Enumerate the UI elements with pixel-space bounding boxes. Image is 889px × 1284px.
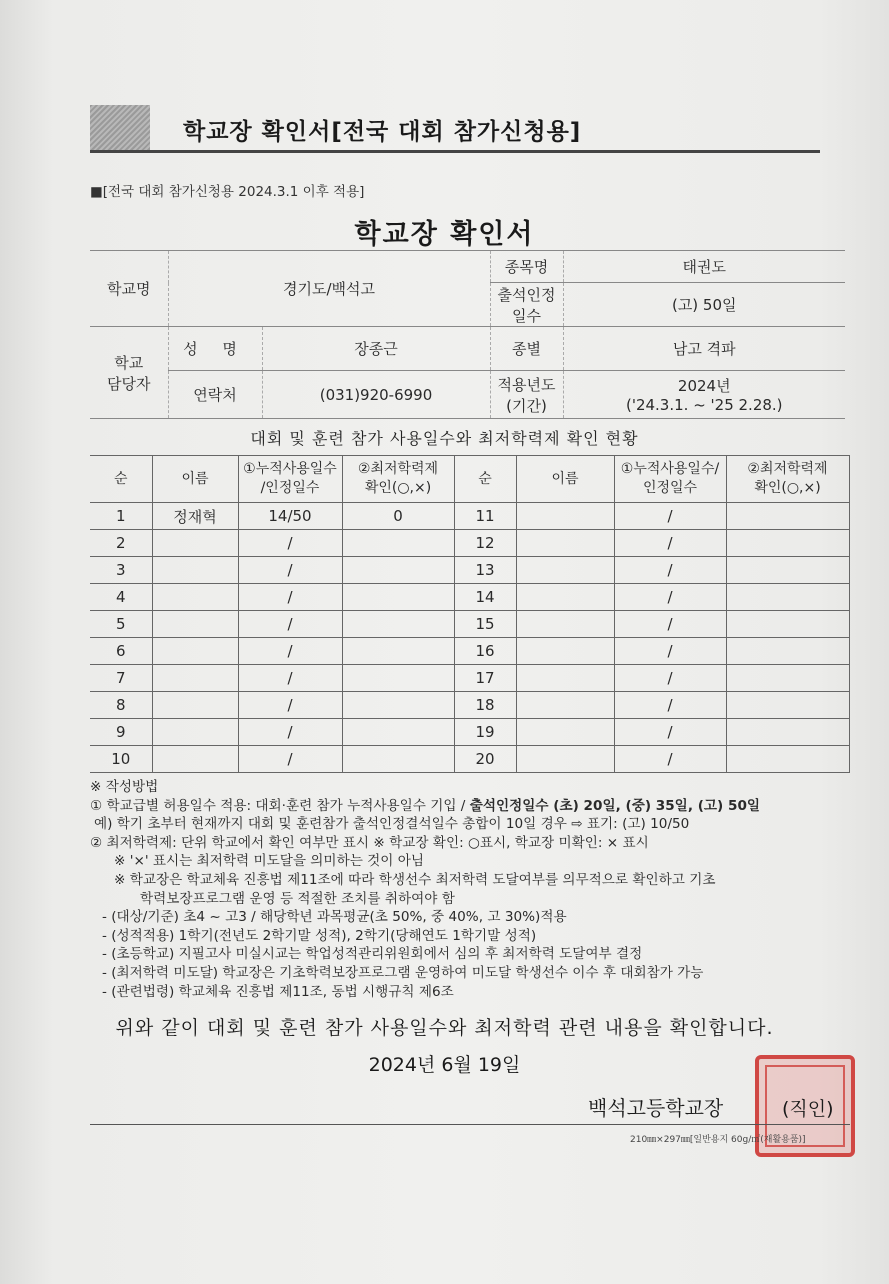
header-days-line2: /인정일수 — [260, 480, 320, 496]
table-row — [90, 719, 849, 746]
row-check — [726, 638, 849, 665]
note-1-bold: 출석인정일수 (초) 20일, (중) 35일, (고) 50일 — [469, 797, 761, 814]
row-check — [342, 746, 454, 773]
row-check — [726, 611, 849, 638]
row-number: 20 — [454, 746, 516, 773]
row-days: / — [614, 503, 726, 530]
year-value-line2: ('24.3.1. ~ '25 2.28.) — [625, 396, 783, 414]
category-value: 남고 격파 — [563, 327, 845, 371]
row-check — [342, 557, 454, 584]
row-name — [152, 584, 238, 611]
note-2: ② 최저학력제: 단위 학교에서 확인 여부만 표시 ※ 학교장 확인: ○표시, 학교장 미확인: × 표시 — [90, 834, 649, 851]
attend-label — [490, 283, 563, 327]
header-check-line2: 확인(○,×) — [364, 480, 432, 496]
row-number: 12 — [454, 530, 516, 557]
row-check — [342, 530, 454, 557]
row-check — [342, 584, 454, 611]
row-check — [726, 692, 849, 719]
principal-name: 백석고등학교장 — [588, 1096, 724, 1120]
table-row — [90, 530, 849, 557]
year-label-line2: (기간) — [506, 396, 547, 415]
row-days: / — [238, 746, 342, 773]
row-name — [152, 719, 238, 746]
row-number: 2 — [90, 530, 152, 557]
info-table — [90, 250, 845, 419]
row-name — [516, 719, 614, 746]
table-row — [90, 638, 849, 665]
row-name — [516, 503, 614, 530]
name-label: 성 명 — [168, 327, 262, 371]
year-label-line1: 적용년도 — [497, 375, 556, 394]
detail-3: - (초등학교) 지필고사 미실시교는 학업성적관리위원회에서 심의 후 최저학력 도달여부 결정 — [102, 946, 643, 963]
attend-label-line2: 일수 — [512, 306, 541, 325]
seal-placeholder: (직인) — [782, 1098, 834, 1120]
year-label — [490, 371, 563, 419]
row-name — [516, 557, 614, 584]
row-name — [516, 530, 614, 557]
row-number: 3 — [90, 557, 152, 584]
attend-value: (고) 50일 — [563, 283, 845, 327]
header-days-right-line1: ①누적사용일수/ — [620, 461, 720, 477]
row-name — [152, 692, 238, 719]
attend-label-line1: 출석인정 — [497, 285, 556, 304]
row-days: / — [238, 638, 342, 665]
row-name — [516, 746, 614, 773]
confirmation-statement: 위와 같이 대회 및 훈련 참가 사용일수와 최저학력 관련 내용을 확인합니다. — [115, 1017, 774, 1039]
row-days: / — [614, 557, 726, 584]
row-check — [726, 665, 849, 692]
row-check — [726, 530, 849, 557]
row-number: 7 — [90, 665, 152, 692]
row-days: / — [238, 557, 342, 584]
row-number: 8 — [90, 692, 152, 719]
note-2b: ※ 학교장은 학교체육 진흥법 제11조에 따라 학생선수 최저학력 도달여부를 의무적으로 확인하고 기초 — [114, 871, 716, 888]
row-name — [516, 665, 614, 692]
row-check — [726, 719, 849, 746]
row-check — [726, 746, 849, 773]
row-number: 10 — [90, 746, 152, 773]
row-name — [152, 638, 238, 665]
row-days: / — [238, 584, 342, 611]
row-number: 14 — [454, 584, 516, 611]
row-check — [726, 584, 849, 611]
row-number: 6 — [90, 638, 152, 665]
row-name — [516, 638, 614, 665]
row-number: 9 — [90, 719, 152, 746]
manager-label-line2: 담당자 — [107, 374, 151, 393]
category-label: 종별 — [490, 327, 563, 371]
row-number: 17 — [454, 665, 516, 692]
school-label: 학교명 — [90, 251, 168, 327]
row-days: / — [614, 719, 726, 746]
row-days: / — [238, 665, 342, 692]
bottom-divider — [90, 1124, 850, 1125]
manager-label-line1: 학교 — [114, 353, 144, 372]
detail-5: - (관련법령) 학교체육 진흥법 제11조, 동법 시행규칙 제6조 — [102, 983, 454, 1000]
detail-4: - (최저학력 미도달) 학교장은 기초학력보장프로그램 운영하여 미도달 학생선수 이수 후 대회참가 가능 — [102, 964, 704, 981]
paper-spec-footer: 210㎜×297㎜[일반용지 60g/㎡(재활용품)] — [630, 1135, 806, 1145]
row-days: / — [238, 530, 342, 557]
section-title: 대회 및 훈련 참가 사용일수와 최저학력제 확인 현황 — [250, 429, 639, 448]
detail-1: - (대상/기준) 초4 ~ 고3 / 해당학년 과목평균(초 50%, 중 40%, 고 30%)적용 — [102, 909, 567, 926]
row-check — [342, 665, 454, 692]
attendance-table — [90, 455, 850, 773]
row-name — [516, 584, 614, 611]
row-number: 5 — [90, 611, 152, 638]
year-value — [563, 371, 845, 419]
row-days: / — [614, 692, 726, 719]
note-2a: ※ '×' 표시는 최저학력 미도달을 의미하는 것이 아님 — [114, 853, 424, 870]
note-1-example: 예) 학기 초부터 현재까지 대회 및 훈련참가 출석인정결석일수 총합이 10일 경우 ⇨ 표기: (고) 10/50 — [94, 816, 690, 833]
notes-heading: ※ 작성방법 — [90, 779, 159, 795]
row-number: 4 — [90, 584, 152, 611]
header-days-right — [614, 456, 726, 503]
row-days: / — [238, 719, 342, 746]
header-check-right — [726, 456, 849, 503]
row-name: 정재혁 — [152, 503, 238, 530]
table-row — [90, 611, 849, 638]
school-value: 경기도/백석고 — [168, 251, 490, 327]
name-value: 장종근 — [262, 327, 490, 371]
table-row — [90, 692, 849, 719]
table-row — [90, 584, 849, 611]
sport-label: 종목명 — [490, 251, 563, 283]
table-row — [90, 503, 849, 530]
header-days — [238, 456, 342, 503]
row-check — [342, 692, 454, 719]
row-check — [726, 503, 849, 530]
issue-date: 2024년 6월 19일 — [368, 1054, 521, 1076]
header-gray-box — [90, 105, 150, 151]
row-days: / — [614, 584, 726, 611]
row-check — [342, 611, 454, 638]
row-number: 19 — [454, 719, 516, 746]
row-check: 0 — [342, 503, 454, 530]
note-2c: 학력보장프로그램 운영 등 적절한 조치를 취하여야 함 — [140, 890, 455, 907]
row-number: 18 — [454, 692, 516, 719]
row-name — [516, 611, 614, 638]
header-days-line1: ①누적사용일수 — [243, 461, 337, 477]
note-1 — [90, 797, 860, 816]
contact-label: 연락처 — [168, 371, 262, 419]
header-no: 순 — [90, 456, 152, 503]
row-check — [342, 638, 454, 665]
row-name — [516, 692, 614, 719]
manager-label — [90, 327, 168, 419]
row-days: 14/50 — [238, 503, 342, 530]
year-value-line1: 2024년 — [677, 377, 731, 395]
row-name — [152, 611, 238, 638]
contact-value: (031)920-6990 — [262, 371, 490, 419]
header-divider — [90, 150, 820, 153]
header-title: 학교장 확인서[전국 대회 참가신청용] — [183, 119, 582, 145]
row-name — [152, 746, 238, 773]
row-days: / — [238, 692, 342, 719]
note-1-text: ① 학교급별 허용일수 적용: 대회·훈련 참가 누적사용일수 기입 / — [90, 797, 470, 814]
row-days: / — [614, 746, 726, 773]
document-title: 학교장 확인서 — [354, 219, 535, 250]
row-number: 1 — [90, 503, 152, 530]
row-days: / — [614, 530, 726, 557]
table-row — [90, 746, 849, 773]
header-check-right-line1: ②최저학력제 — [747, 461, 828, 477]
row-number: 11 — [454, 503, 516, 530]
header-name-right: 이름 — [516, 456, 614, 503]
header-name: 이름 — [152, 456, 238, 503]
applicability-note: ■[전국 대회 참가신청용 2024.3.1 이후 적용] — [90, 184, 365, 200]
table-row — [90, 557, 849, 584]
writing-instructions — [90, 778, 860, 1001]
row-check — [342, 719, 454, 746]
header-days-right-line2: 인정일수 — [642, 480, 698, 496]
header-no-right: 순 — [454, 456, 516, 503]
row-name — [152, 557, 238, 584]
row-check — [726, 557, 849, 584]
row-name — [152, 530, 238, 557]
table-row — [90, 665, 849, 692]
row-days: / — [614, 665, 726, 692]
row-number: 16 — [454, 638, 516, 665]
header-check-right-line2: 확인(○,×) — [754, 480, 821, 496]
row-number: 13 — [454, 557, 516, 584]
header-check-line1: ②최저학력제 — [357, 461, 439, 477]
row-days: / — [238, 611, 342, 638]
detail-2: - (성적적용) 1학기(전년도 2학기말 성적), 2학기(당해연도 1학기말 성적) — [102, 927, 537, 944]
row-days: / — [614, 611, 726, 638]
sport-value: 태권도 — [563, 251, 845, 283]
row-number: 15 — [454, 611, 516, 638]
header-check — [342, 456, 454, 503]
row-name — [152, 665, 238, 692]
attendance-rows — [90, 503, 849, 773]
row-days: / — [614, 638, 726, 665]
